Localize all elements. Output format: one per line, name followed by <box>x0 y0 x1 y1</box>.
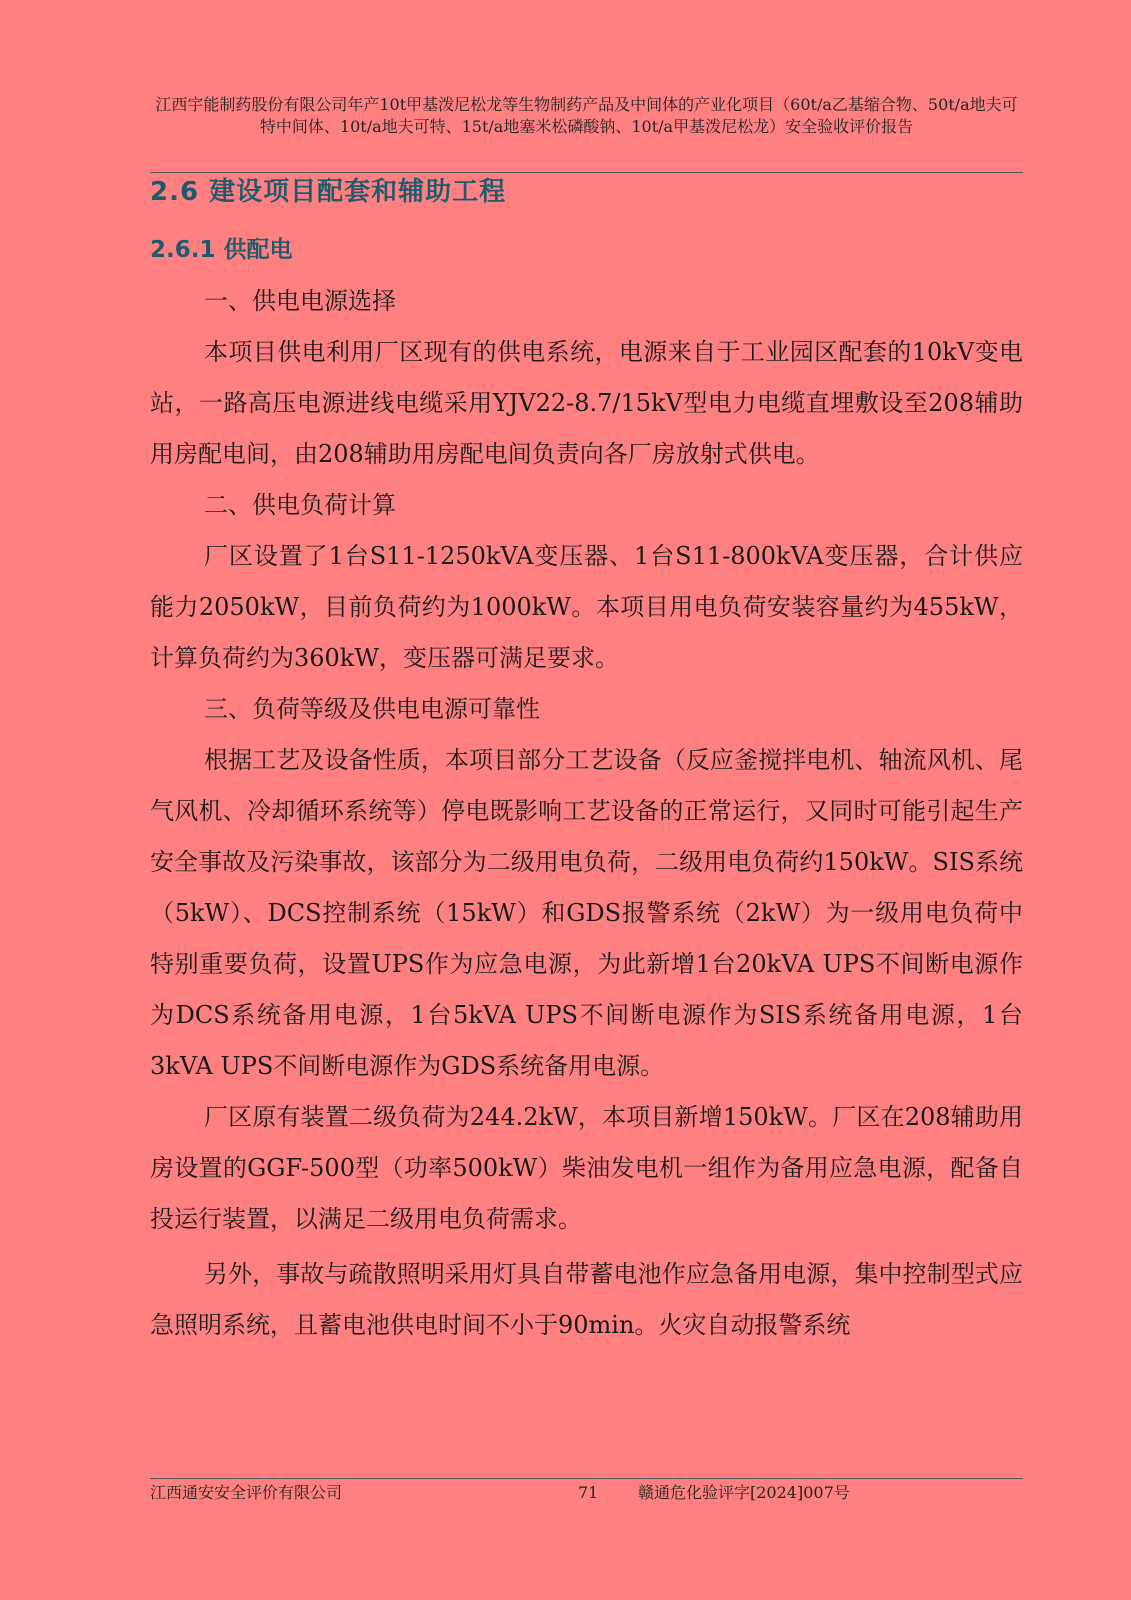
page-number: 71 <box>578 1483 599 1502</box>
paragraph-generator: 厂区原有装置二级负荷为244.2kW，本项目新增150kW。厂区在208辅助用房设置的GGF-500型（功率500kW）柴油发电机一组作为备用应急电源，配备自投运行装置，以满足二级用电负荷需求。 <box>150 1103 1023 1233</box>
section-heading: 2.6 建设项目配套和辅助工程 <box>150 177 507 207</box>
paragraph-emergency-lighting: 另外，事故与疏散照明采用灯具自带蓄电池作应急备用电源，集中控制型式应急照明系统，且蓄电池供电时间不小于90min。火灾自动报警系统 <box>150 1260 1023 1339</box>
footer-divider <box>150 1478 1023 1479</box>
report-title: 江西宇能制药股份有限公司年产10t甲基泼尼松龙等生物制药产品及中间体的产业化项目（60t/a乙基缩合物、50t/a地夫可特中间体、10t/a地夫可特、15t/a地塞米松磷酸钠、10t/a甲基泼尼松龙）安全验收评价报告 <box>155 95 1018 136</box>
paragraph-load-calculation: 厂区设置了1台S11-1250kVA变压器、1台S11-800kVA变压器，合计供应能力2050kW，目前负荷约为1000kW。本项目用电负荷安装容量约为455kW，计算负荷约为360kW，变压器可满足要求。 <box>150 542 1023 672</box>
subsection-heading: 2.6.1 供配电 <box>150 237 293 263</box>
document-number: 赣通危化验评字[2024]007号 <box>638 1483 850 1502</box>
body-text <box>150 276 1023 1351</box>
item-heading-power-source: 一、供电电源选择 <box>204 287 396 315</box>
page-header <box>150 94 1023 138</box>
paragraph-power-source: 本项目供电利用厂区现有的供电系统，电源来自于工业园区配套的10kV变电站，一路高压电源进线电缆采用YJV22-8.7/15kV型电力电缆直埋敷设至208辅助用房配电间，由208辅助用房配电间负责向各厂房放射式供电。 <box>150 338 1023 468</box>
item-heading-load-level: 三、负荷等级及供电电源可靠性 <box>204 695 540 723</box>
footer-company: 江西通安安全评价有限公司 <box>150 1483 343 1502</box>
paragraph-load-level: 根据工艺及设备性质，本项目部分工艺设备（反应釜搅拌电机、轴流风机、尾气风机、冷却循环系统等）停电既影响工艺设备的正常运行，又同时可能引起生产安全事故及污染事故，该部分为二级用电负荷，二级用电负荷约150kW。SIS系统（5kW）、DCS控制系统（15kW）和GDS报警系统（2kW）为一级用电负荷中特别重要负荷，设置UPS作为应急电源，为此新增1台20kVA UPS不间断电源作为DCS系统备用电源，1台5kVA UPS不间断电源作为SIS系统备用电源，1台3kVA UPS不间断电源作为GDS系统备用电源。 <box>150 746 1023 1080</box>
page-footer <box>150 1481 1023 1505</box>
item-heading-load-calculation: 二、供电负荷计算 <box>204 491 396 519</box>
